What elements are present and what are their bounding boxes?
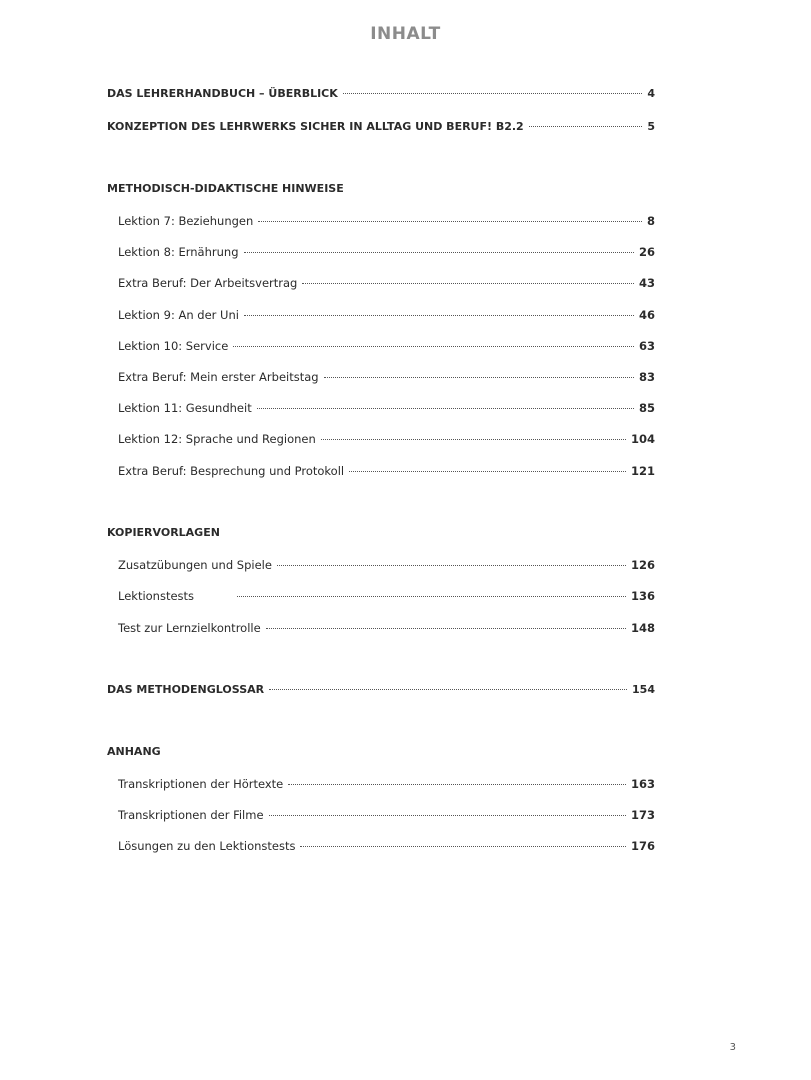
toc-entry[interactable] — [118, 807, 655, 823]
section-heading-copy-templates: KOPIERVORLAGEN — [107, 526, 220, 539]
toc-entry-label: Transkriptionen der Filme — [118, 808, 264, 822]
toc-entry-page: 173 — [630, 808, 655, 822]
dot-leader — [269, 815, 626, 816]
toc-entry-page: 43 — [638, 276, 655, 290]
dot-leader — [269, 689, 627, 690]
toc-entry-label: Lektion 12: Sprache und Regionen — [118, 432, 316, 446]
section-heading-appendix: ANHANG — [107, 745, 161, 758]
toc-entry-label: KONZEPTION DES LEHRWERKS SICHER IN ALLTAG UND BERUF! B2.2 — [107, 120, 524, 133]
toc-entry[interactable] — [118, 620, 655, 636]
dot-leader — [258, 221, 642, 222]
dot-leader — [233, 346, 634, 347]
toc-entry-label: Lektion 10: Service — [118, 339, 229, 353]
dot-leader — [529, 126, 643, 127]
toc-entry[interactable] — [118, 244, 655, 260]
toc-entry-page: 104 — [630, 432, 655, 446]
toc-entry-label: Lektion 9: An der Uni — [118, 308, 239, 322]
toc-entry[interactable] — [118, 431, 655, 447]
toc-entry[interactable] — [118, 369, 655, 385]
toc-entry-label: Extra Beruf: Der Arbeitsvertrag — [118, 276, 298, 290]
dot-leader — [302, 283, 634, 284]
toc-entry-glossary[interactable] — [107, 682, 655, 698]
dot-leader — [266, 628, 626, 629]
toc-entry-page: 83 — [638, 370, 655, 384]
toc-entry-label: Lektionstests — [118, 589, 195, 603]
dot-leader — [277, 565, 626, 566]
toc-entry-page: 121 — [630, 464, 655, 478]
toc-entry-label: Lösungen zu den Lektionstests — [118, 839, 296, 853]
toc-entry-overview[interactable] — [107, 86, 655, 102]
toc-entry-page: 126 — [630, 558, 655, 572]
dot-leader — [324, 377, 634, 378]
toc-entry-page: 8 — [646, 214, 655, 228]
toc-entry-page: 4 — [647, 87, 655, 100]
dot-leader — [244, 252, 634, 253]
toc-entry-page: 85 — [638, 401, 655, 415]
dot-leader — [300, 846, 626, 847]
page-number: 3 — [729, 1042, 736, 1053]
toc-entry[interactable] — [118, 557, 655, 573]
toc-entry[interactable] — [118, 338, 655, 354]
toc-entry-label: Lektion 8: Ernährung — [118, 245, 239, 259]
toc-entry[interactable] — [118, 307, 655, 323]
toc-entry-page: 136 — [630, 589, 655, 603]
page-title: INHALT — [370, 24, 441, 44]
toc-entry-page: 176 — [630, 839, 655, 853]
toc-entry[interactable] — [118, 588, 655, 604]
toc-entry-label: Zusatzübungen und Spiele — [118, 558, 272, 572]
toc-entry-label: Test zur Lernzielkontrolle — [118, 621, 261, 635]
toc-entry-page: 148 — [630, 621, 655, 635]
toc-entry[interactable] — [118, 275, 655, 291]
dot-leader — [343, 93, 643, 94]
toc-entry[interactable] — [118, 776, 655, 792]
dot-leader — [237, 596, 626, 597]
dot-leader — [257, 408, 634, 409]
dot-leader — [321, 439, 626, 440]
toc-entry[interactable] — [118, 400, 655, 416]
toc-entry-label: Lektion 11: Gesundheit — [118, 401, 252, 415]
toc-entry-label: DAS METHODENGLOSSAR — [107, 683, 265, 696]
toc-entry-page: 63 — [638, 339, 655, 353]
toc-entry-page: 163 — [630, 777, 655, 791]
toc-entry[interactable] — [118, 838, 655, 854]
toc-entry-page: 26 — [638, 245, 655, 259]
toc-entry-label: Lektion 7: Beziehungen — [118, 214, 254, 228]
toc-entry[interactable] — [118, 463, 655, 479]
toc-entry[interactable] — [118, 213, 655, 229]
toc-entry-label: DAS LEHRERHANDBUCH – ÜBERBLICK — [107, 87, 338, 100]
dot-leader — [349, 471, 626, 472]
toc-entry-page: 5 — [647, 120, 655, 133]
toc-entry-label: Extra Beruf: Mein erster Arbeitstag — [118, 370, 319, 384]
dot-leader — [288, 784, 626, 785]
dot-leader — [244, 315, 634, 316]
toc-entry-label: Transkriptionen der Hörtexte — [118, 777, 284, 791]
section-heading-methods: METHODISCH-DIDAKTISCHE HINWEISE — [107, 182, 344, 195]
toc-entry-concept[interactable] — [107, 119, 655, 135]
toc-entry-page: 154 — [632, 683, 655, 696]
toc-entry-page: 46 — [638, 308, 655, 322]
toc-entry-label: Extra Beruf: Besprechung und Protokoll — [118, 464, 345, 478]
